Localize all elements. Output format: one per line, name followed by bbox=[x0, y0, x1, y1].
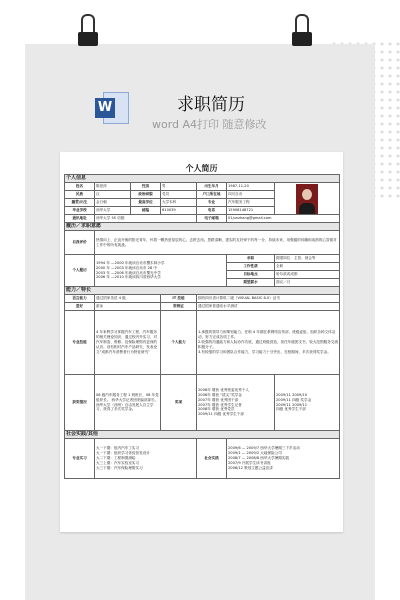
birth-label: 出生年月 bbox=[197, 183, 227, 191]
school-label: 毕业学校 bbox=[65, 207, 95, 215]
target-place-value: 哈尔滨或成都 bbox=[275, 271, 340, 279]
self-eval-label: 自我评价 bbox=[65, 231, 95, 255]
hukou-label: 户口所在地 bbox=[197, 191, 227, 199]
resume-table bbox=[64, 174, 340, 479]
social-practice-value: 2009/6 — 2009/7 西华大学暑期三下乡活动 2009/1 — 2009/2 大地保险公司 2008/7 — 2008/8 西华大学暑期实践 2007/9 开展学生读书讲座 2006/12 策划主题公益宣讲 bbox=[227, 439, 340, 479]
native-value: 金日朝 bbox=[95, 199, 131, 207]
work-type-label: 工作性质 bbox=[227, 263, 275, 271]
photo-cell bbox=[275, 183, 340, 215]
politics-label: 政治面貌 bbox=[131, 191, 161, 199]
job-label: 求职 bbox=[227, 255, 275, 263]
personal-ability-label: 个人能力 bbox=[161, 311, 197, 375]
cert-label: 资格证 bbox=[161, 303, 197, 311]
politics-value: 党员 bbox=[161, 191, 197, 199]
section-personal: 个人信息 bbox=[65, 175, 340, 183]
gender-value: 男 bbox=[161, 183, 197, 191]
addr-label: 通讯地址 bbox=[65, 215, 95, 223]
gender-label: 性别 bbox=[131, 183, 161, 191]
it-skill-label: IT 技能 bbox=[161, 295, 197, 303]
name-label: 姓名 bbox=[65, 183, 95, 191]
section-skills: 能力／特长 bbox=[65, 287, 340, 295]
personal-ability-value: 1.承揽的领导力和策划能力，任职 4 年期在系网络宣传部、班级委组，组织各种文体活动，努力完成各项工作。 2.较强的沟通能力和人际协作功底，通过班级营造，担任年级团支书，较大范围服务交流积极分子。 3.有较强的学习和团队合作能力，学习能力十分突出，在校期间，多次获得奖学金。 bbox=[197, 311, 340, 375]
resume-history-label: 个人履历 bbox=[65, 255, 95, 287]
edu-label: 最高学位 bbox=[131, 199, 161, 207]
major-value: 汽车服务工程 bbox=[227, 199, 275, 207]
cert-value: 通过国家普通话水平测试 bbox=[197, 303, 340, 311]
native-label: 籍贯/出生 bbox=[65, 199, 95, 207]
internship-value: 大一下期：组内汽车工实习 大一下期：组织学习体验营发设计 大二下期：工程制图测绘 大三上期：汽车实验室实习 大三下期：汽车保险理赔实习 bbox=[95, 439, 197, 479]
language-label: 语言能力 bbox=[65, 295, 95, 303]
phone-label: 电话 bbox=[197, 207, 227, 215]
phone-value: 15908148721 bbox=[227, 207, 275, 215]
binder-clip-left bbox=[78, 14, 98, 48]
salary-value: 面议／月 bbox=[275, 279, 340, 287]
awards-value: 06 级汽车服务工程 1 班班长、08 年党组织长。 西华大学记者团采编部部长。 西华大学（西州）自由发展人自主学习，获得了多次奖学金。 bbox=[95, 375, 161, 431]
edu-value: 大学本科 bbox=[161, 199, 197, 207]
self-eval-value: 热情向上、正直开朗的阳光青年，怀着一颗热爱星辰的心，去拼去闯。思路清晰，建实的友好弹于的每一分，持续未来，用强健的体魄和成熟的心智面对工作中的所有挑战。 bbox=[95, 231, 340, 255]
hukou-value: 四川自贡 bbox=[227, 191, 275, 199]
nation-value: 汉 bbox=[95, 191, 131, 199]
email-label: 电子邮箱 bbox=[197, 215, 227, 223]
section-intent: 履历／求职意愿 bbox=[65, 223, 340, 231]
language-value: 通过国家英语 4 级 bbox=[95, 295, 161, 303]
profile-photo bbox=[296, 184, 318, 214]
hobby-label: 爱好 bbox=[65, 303, 95, 311]
honors-label: 奖项 bbox=[161, 375, 197, 431]
post-label: 邮编 bbox=[131, 207, 161, 215]
job-value: 期望岗位：主管、财会等 bbox=[275, 255, 340, 263]
work-type-value: 全职 bbox=[275, 263, 340, 271]
promo-subtitle: word A4打印 随意修改 bbox=[152, 118, 267, 131]
birth-value: 1987-11-20 bbox=[227, 183, 275, 191]
honors-extra-value: 2009/11 2009/10 2009/11 四级 奖学金 2009/11 2009/11 四级 优秀学生干部 bbox=[275, 375, 340, 431]
it-skill-value: 拥有四川省计算机二级（VISUAL BASIC 6.0）证书 bbox=[197, 295, 340, 303]
promo-header bbox=[95, 92, 295, 132]
resume-title: 个人简历 bbox=[185, 164, 218, 173]
hobby-value: 游泳 bbox=[95, 303, 161, 311]
resume-history-value: 1994 年 —2000 年就读自贡市樱木林小学 2000 年 —2003 年就读自贡市 28 中 2003 年 —2006 年就读自贡市蜀光中学 2006 年 —2010 年就读四川省西华大学 bbox=[95, 255, 227, 287]
honors-value: 2006年 增获 优秀班委优秀个人 2006年 增获 “拔尖”奖学金 2007年 增获 优秀团干部 2007年 增获 优秀学生记者 2008年 增获 优秀党员 2009/11 四级 优秀学生干部 bbox=[197, 375, 275, 431]
addr-value: 西华大学 5S 信箱 bbox=[95, 215, 197, 223]
internship-label: 专业实习 bbox=[65, 439, 95, 479]
target-place-label: 目标地点 bbox=[227, 271, 275, 279]
major-label: 专业 bbox=[197, 199, 227, 207]
social-practice-label: 社会实践 bbox=[197, 439, 227, 479]
email-value: 01junzhang@gmail.com bbox=[227, 215, 340, 223]
pro-skill-value: 4 年来利学习掌握汽车工程、汽车服务的相关理论知识，通过校内外实习，对汽车制造、维修、及保险理赔有更深的认识。设有相对汽车产品研究，发表论文“成都汽车消费者行为特征研究” bbox=[95, 311, 161, 375]
resume-page bbox=[60, 152, 343, 532]
salary-label: 期望薪水 bbox=[227, 279, 275, 287]
binder-clip-right bbox=[292, 14, 312, 48]
awards-label: 获奖情况 bbox=[65, 375, 95, 431]
nation-label: 民族 bbox=[65, 191, 95, 199]
pro-skill-label: 专业技能 bbox=[65, 311, 95, 375]
section-practice: 社会实践/其他 bbox=[65, 431, 340, 439]
school-value: 西华大学 bbox=[95, 207, 131, 215]
post-value: 610039 bbox=[161, 207, 197, 215]
name-value: 陈爱萍 bbox=[95, 183, 131, 191]
word-document-icon: W bbox=[95, 92, 127, 122]
promo-title: 求职简历 bbox=[177, 95, 245, 115]
